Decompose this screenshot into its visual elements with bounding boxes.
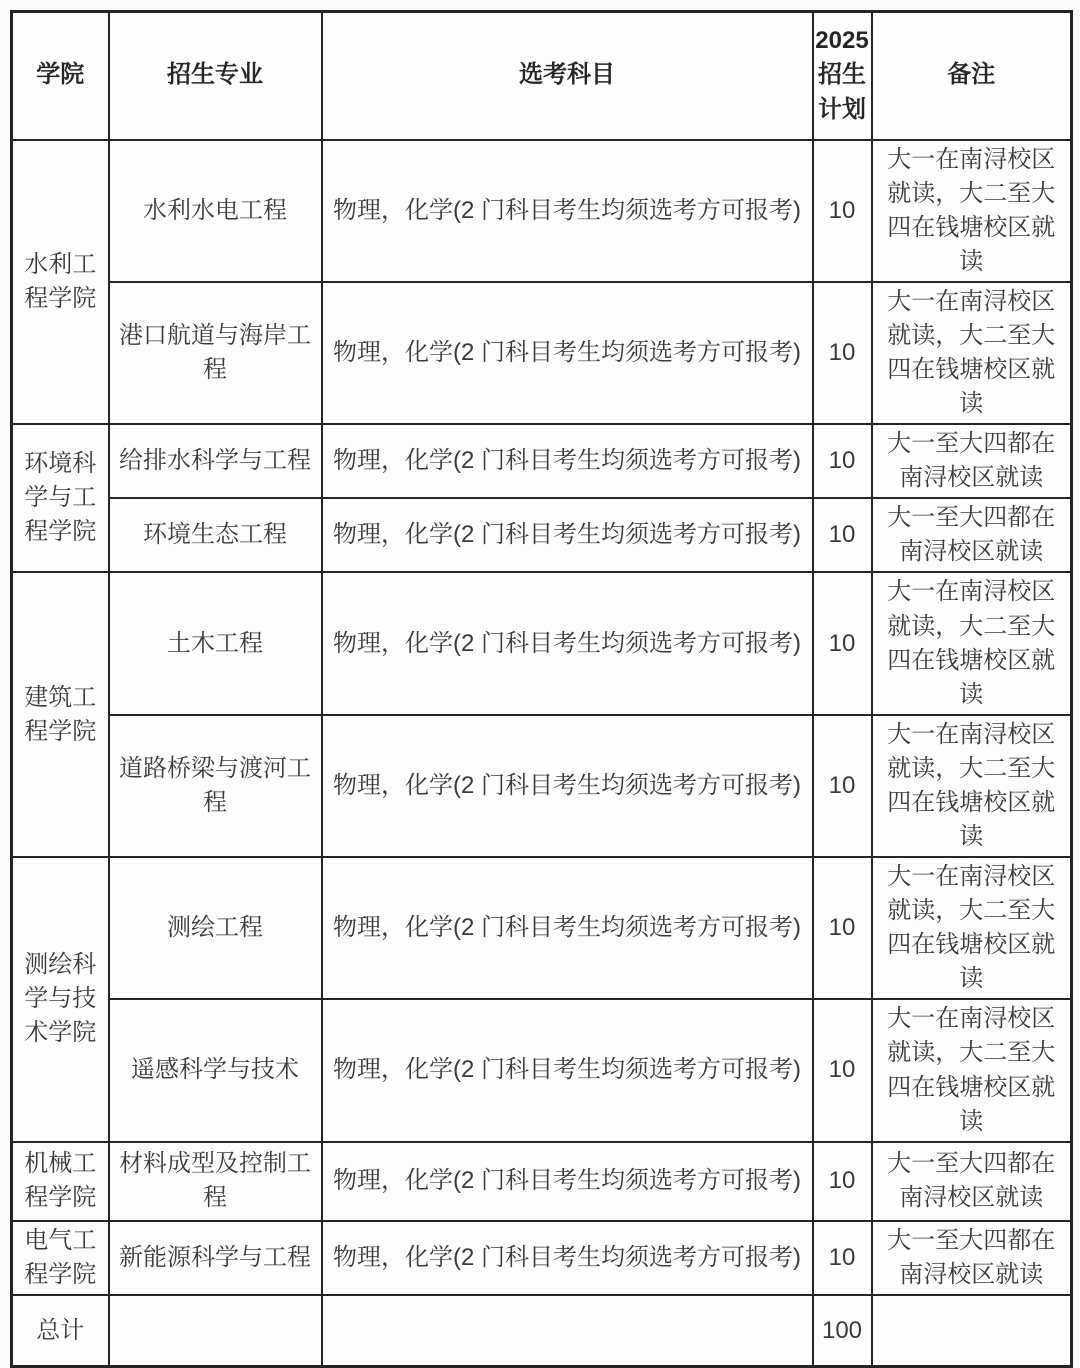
table-row — [12, 715, 1072, 857]
plan-cell: 10 — [813, 715, 872, 857]
admission-plan-table — [10, 10, 1073, 1368]
major-cell: 环境生态工程 — [109, 498, 322, 572]
remarks-cell: 大一在南浔校区就读，大二至大四在钱塘校区就读 — [872, 857, 1072, 999]
total-label-cell: 总计 — [12, 1295, 109, 1367]
major-cell: 给排水科学与工程 — [109, 424, 322, 498]
college-cell: 电气工程学院 — [12, 1221, 109, 1295]
major-cell: 道路桥梁与渡河工程 — [109, 715, 322, 857]
plan-cell: 10 — [813, 999, 872, 1141]
major-cell: 新能源科学与工程 — [109, 1221, 322, 1295]
table-row — [12, 498, 1072, 572]
subjects-cell: 物理，化学(2 门科目考生均须选考方可报考) — [322, 282, 813, 424]
header-major: 招生专业 — [109, 12, 322, 140]
major-cell: 水利水电工程 — [109, 140, 322, 282]
subjects-cell: 物理，化学(2 门科目考生均须选考方可报考) — [322, 140, 813, 282]
table-row — [12, 282, 1072, 424]
subjects-cell: 物理，化学(2 门科目考生均须选考方可报考) — [322, 424, 813, 498]
major-cell: 材料成型及控制工程 — [109, 1142, 322, 1221]
college-cell: 环境科学与工程学院 — [12, 424, 109, 572]
remarks-cell: 大一在南浔校区就读，大二至大四在钱塘校区就读 — [872, 140, 1072, 282]
table-row — [12, 572, 1072, 714]
table-row — [12, 1142, 1072, 1221]
remarks-cell: 大一至大四都在南浔校区就读 — [872, 424, 1072, 498]
table-row — [12, 1221, 1072, 1295]
plan-cell: 10 — [813, 498, 872, 572]
major-cell: 港口航道与海岸工程 — [109, 282, 322, 424]
table-row — [12, 424, 1072, 498]
plan-cell: 10 — [813, 1142, 872, 1221]
plan-cell: 100 — [813, 1295, 872, 1367]
plan-cell: 10 — [813, 857, 872, 999]
remarks-cell: 大一至大四都在南浔校区就读 — [872, 1221, 1072, 1295]
subjects-cell: 物理，化学(2 门科目考生均须选考方可报考) — [322, 999, 813, 1141]
table-row — [12, 999, 1072, 1141]
college-cell: 水利工程学院 — [12, 140, 109, 425]
college-cell: 机械工程学院 — [12, 1142, 109, 1221]
remarks-cell: 大一在南浔校区就读，大二至大四在钱塘校区就读 — [872, 572, 1072, 714]
subjects-cell: 物理，化学(2 门科目考生均须选考方可报考) — [322, 1142, 813, 1221]
remarks-cell: 大一在南浔校区就读，大二至大四在钱塘校区就读 — [872, 715, 1072, 857]
plan-cell: 10 — [813, 572, 872, 714]
college-cell: 测绘科学与技术学院 — [12, 857, 109, 1142]
major-cell — [109, 1295, 322, 1367]
subjects-cell: 物理，化学(2 门科目考生均须选考方可报考) — [322, 498, 813, 572]
plan-cell: 10 — [813, 1221, 872, 1295]
remarks-cell: 大一至大四都在南浔校区就读 — [872, 1142, 1072, 1221]
table-row — [12, 140, 1072, 282]
table-row — [12, 857, 1072, 999]
subjects-cell — [322, 1295, 813, 1367]
remarks-cell: 大一至大四都在南浔校区就读 — [872, 498, 1072, 572]
plan-cell: 10 — [813, 140, 872, 282]
header-plan: 2025招生计划 — [813, 12, 872, 140]
subjects-cell: 物理，化学(2 门科目考生均须选考方可报考) — [322, 857, 813, 999]
remarks-cell: 大一在南浔校区就读，大二至大四在钱塘校区就读 — [872, 999, 1072, 1141]
total-row — [12, 1295, 1072, 1367]
remarks-cell: 大一在南浔校区就读，大二至大四在钱塘校区就读 — [872, 282, 1072, 424]
subjects-cell: 物理，化学(2 门科目考生均须选考方可报考) — [322, 572, 813, 714]
header-subjects: 选考科目 — [322, 12, 813, 140]
subjects-cell: 物理，化学(2 门科目考生均须选考方可报考) — [322, 715, 813, 857]
header-row — [12, 12, 1072, 140]
header-college: 学院 — [12, 12, 109, 140]
major-cell: 土木工程 — [109, 572, 322, 714]
major-cell: 测绘工程 — [109, 857, 322, 999]
subjects-cell: 物理，化学(2 门科目考生均须选考方可报考) — [322, 1221, 813, 1295]
college-cell: 建筑工程学院 — [12, 572, 109, 857]
major-cell: 遥感科学与技术 — [109, 999, 322, 1141]
remarks-cell — [872, 1295, 1072, 1367]
plan-cell: 10 — [813, 424, 872, 498]
plan-cell: 10 — [813, 282, 872, 424]
header-remarks: 备注 — [872, 12, 1072, 140]
